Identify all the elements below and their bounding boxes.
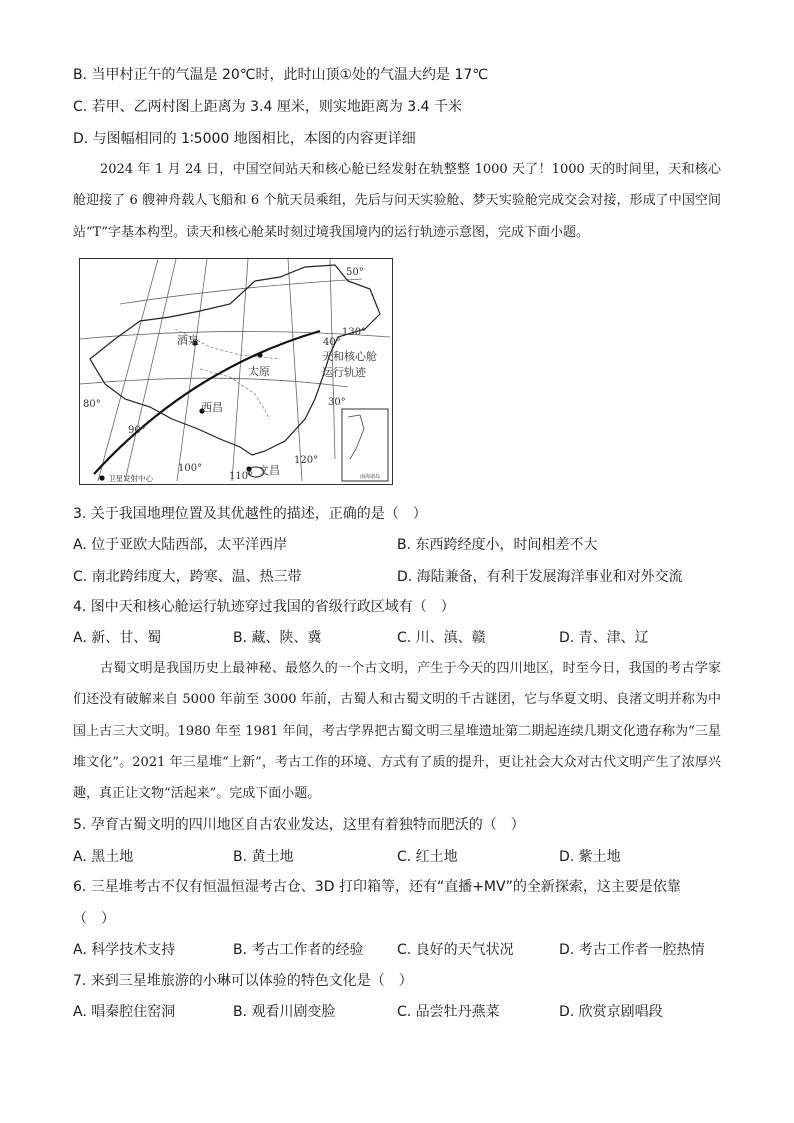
q5-stem: 5. 孕育古蜀文明的四川地区自古农业发达，这里有着独特而肥沃的（ ）: [73, 817, 525, 833]
q4-stem: 4. 图中天和核心舱运行轨迹穿过我国的省级行政区域有（ ）: [73, 599, 455, 615]
q7-option-c[interactable]: C. 品尝牡丹燕菜: [397, 1004, 500, 1020]
lat-50: 50°: [346, 267, 364, 278]
q7-stem: 7. 来到三星堆旅游的小琳可以体验的特色文化是（ ）: [73, 973, 413, 989]
q7-option-d[interactable]: D. 欣赏京剧唱段: [559, 1004, 663, 1020]
lon-100: 100°: [178, 463, 203, 474]
prev-option-b: B. 当甲村正午的气温是 20℃时，此时山顶①处的气温大约是 17℃: [73, 67, 489, 83]
q7-option-b[interactable]: B. 观看川剧变脸: [233, 1004, 336, 1020]
passage-space-station: 2024 年 1 月 24 日，中国空间站天和核心舱已经发射在轨整整 1000 天了！1000 天的时间里，天和核心舱迎接了 6 艘神舟载人飞船和 6 个航天员乘组，先后与问天实验舱、梦天实验舱完成交会对接，形成了中国空间站“T”字基本构型。读天和核心舱某时刻过境我国境内的运行轨迹示意图，完成下面小题。: [73, 162, 721, 240]
q5-option-a[interactable]: A. 黑土地: [73, 849, 134, 865]
q5-option-d[interactable]: D. 紫土地: [559, 849, 621, 865]
q6-option-b[interactable]: B. 考古工作者的经验: [233, 942, 364, 958]
prev-option-d: D. 与图幅相同的 1∶5000 地图相比，本图的内容更详细: [73, 131, 416, 147]
q3-option-a[interactable]: A. 位于亚欧大陆西部，太平洋西岸: [73, 537, 288, 553]
q4-option-d[interactable]: D. 青、津、辽: [559, 630, 649, 646]
q3-stem: 3. 关于我国地理位置及其优越性的描述，正确的是（ ）: [73, 506, 427, 522]
q5-option-c[interactable]: C. 红土地: [397, 849, 458, 865]
lon-110: 110°: [229, 471, 254, 482]
q5-option-b[interactable]: B. 黄土地: [233, 849, 294, 865]
q6-stem-line1: 6. 三星堆考古不仅有恒温恒湿考古仓、3D 打印箱等，还有“直播+MV”的全新探索，这主要是依靠: [73, 879, 681, 895]
q6-stem-line2: （ ）: [73, 911, 115, 927]
q4-option-c[interactable]: C. 川、滇、赣: [397, 630, 486, 646]
inset-label: 南海诸岛: [360, 474, 381, 480]
city-taiyuan: 太原: [248, 365, 270, 378]
q4-option-a[interactable]: A. 新、甘、蜀: [73, 630, 162, 646]
city-jiuquan: 酒泉: [177, 334, 199, 347]
q3-option-b[interactable]: B. 东西跨经度小，时间相差不大: [397, 537, 598, 553]
orbit-label-line1: 天和核心舱: [322, 350, 377, 363]
orbit-map: [79, 258, 393, 485]
lat-30: 30°: [328, 397, 346, 408]
lon-130: 130°: [342, 327, 367, 338]
lon-90: 90°: [128, 425, 146, 436]
passage-sanxingdui: 古蜀文明是我国历史上最神秘、最悠久的一个古文明，产生于今天的四川地区，时至今日，我国的考古学家们还没有破解来自 5000 年前至 3000 年前，古蜀人和古蜀文明的千古谜团，它与华夏文明、良渚文明并称为中国上古三大文明。1980 年至 1981 年间，考古学界把古蜀文明三星堆遗址第二期起连续几期文化遗存称为“三星堆文化”。2021 年三星堆“上新”，考古工作的环境、方式有了质的提升，更让社会大众对古代文明产生了浓厚兴趣，真正让文物“活起来”。完成下面小题。: [73, 661, 721, 802]
prev-option-c: C. 若甲、乙两村图上距离为 3.4 厘米，则实地距离为 3.4 千米: [73, 99, 463, 115]
legend-launch-center: 卫星发射中心: [108, 474, 153, 483]
q4-option-b[interactable]: B. 藏、陕、冀: [233, 630, 322, 646]
orbit-label-line2: 运行轨迹: [322, 366, 366, 379]
city-wenchang: 文昌: [258, 464, 280, 477]
q3-option-d[interactable]: D. 海陆兼备，有利于发展海洋事业和对外交流: [397, 569, 683, 585]
lon-120: 120°: [294, 455, 319, 466]
q6-option-a[interactable]: A. 科学技术支持: [73, 942, 176, 958]
lat-40: 40°: [323, 337, 341, 348]
q6-option-c[interactable]: C. 良好的天气状况: [397, 942, 514, 958]
lon-80: 80°: [83, 399, 101, 410]
city-xichang: 西昌: [201, 401, 223, 414]
q7-option-a[interactable]: A. 唱秦腔住窑洞: [73, 1004, 176, 1020]
q6-option-d[interactable]: D. 考古工作者一腔热情: [559, 942, 705, 958]
q3-option-c[interactable]: C. 南北跨纬度大，跨寒、温、热三带: [73, 569, 302, 585]
